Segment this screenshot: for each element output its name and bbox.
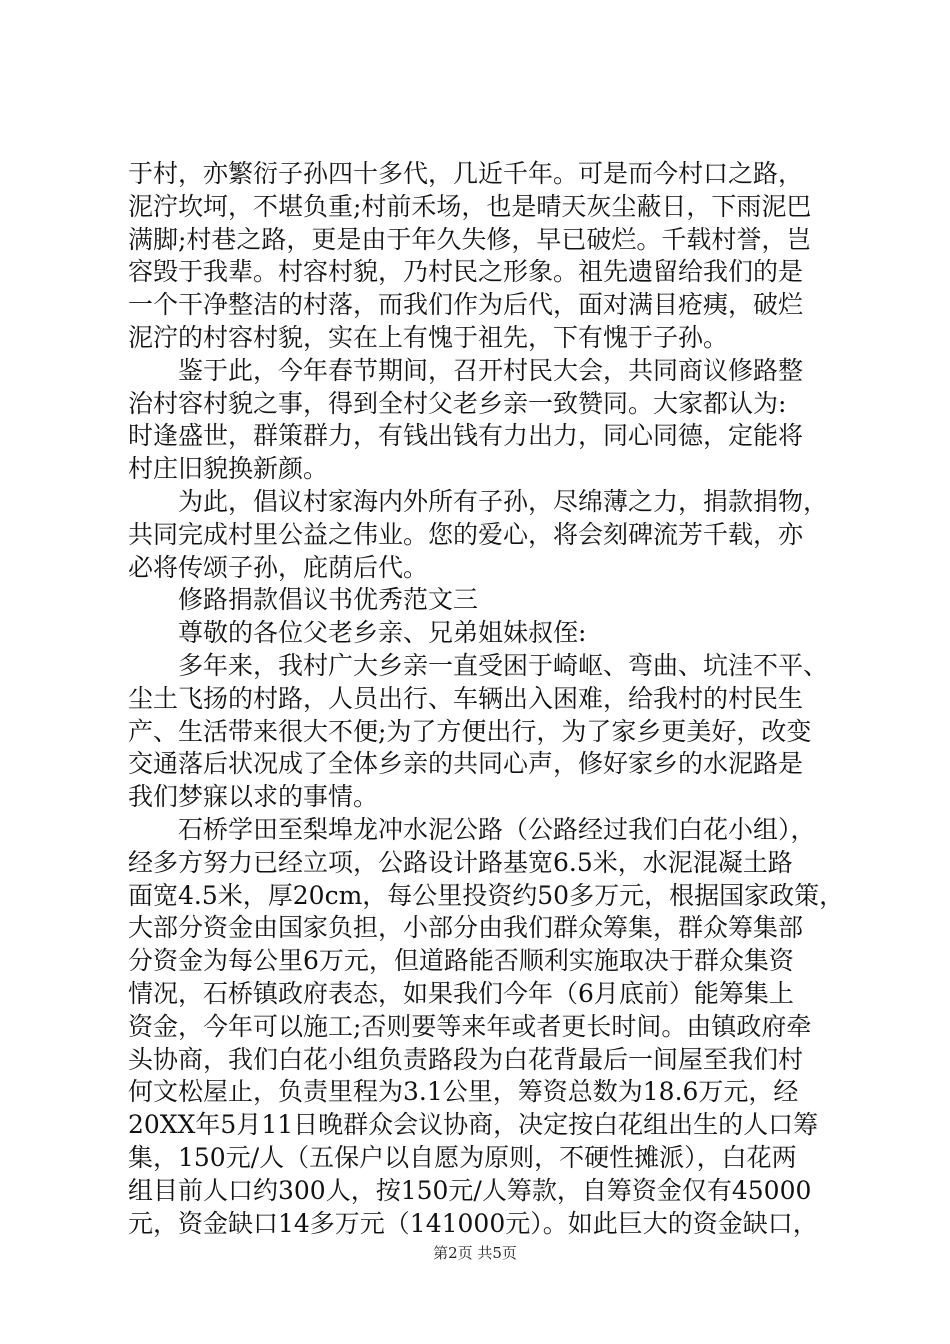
text-line: 容毁于我辈。村容村貌，乃村民之形象。祖先遗留给我们的是 <box>128 257 804 287</box>
text-line: 元，资金缺口14多万元（141000元）。如此巨大的资金缺口， <box>128 1208 818 1238</box>
text-line: 资金，今年可以施工;否则要等来年或者更长时间。由镇政府牵 <box>128 1011 812 1041</box>
text-line: 大部分资金由国家负担，小部分由我们群众筹集，群众筹集部 <box>128 913 804 943</box>
text-line: 尊敬的各位父老乡亲、兄弟姐妹叔侄: <box>128 618 587 648</box>
page-footer: 第2页 共5页 <box>433 1244 517 1262</box>
text-line: 泥泞的村容村貌，实在上有愧于祖先，下有愧于子孙。 <box>128 322 729 352</box>
text-line: 满脚;村巷之路，更是由于年久失修，早已破烂。千载村誉，岂 <box>128 224 812 254</box>
text-line: 为此，倡议村家海内外所有子孙，尽绵薄之力，捐款捐物， <box>128 486 829 516</box>
text-line: 情况，石桥镇政府表态，如果我们今年（6月底前）能筹集上 <box>128 978 794 1008</box>
text-line: 组目前人口约300人，按150元/人筹款，自筹资金仅有45000 <box>128 1175 812 1205</box>
text-line: 于村，亦繁衍子孙四十多代，几近千年。可是而今村口之路， <box>128 159 804 188</box>
text-line: 村庄旧貌换新颜。 <box>128 454 329 484</box>
text-line: 我们梦寐以求的事情。 <box>128 782 379 812</box>
text-line: 产、生活带来很大不便;为了方便出行，为了家乡更美好，改变 <box>128 716 812 746</box>
text-line: 交通落后状况成了全体乡亲的共同心声，修好家乡的水泥路是 <box>128 749 804 779</box>
text-line: 头协商，我们白花小组负责路段为白花背最后一间屋至我们村 <box>128 1044 804 1074</box>
text-line: 集，150元/人（五保户以自愿为原则，不硬性摊派），白花两 <box>128 1142 797 1172</box>
text-line: 多年来，我村广大乡亲一直受困于崎岖、弯曲、坑洼不平、 <box>128 650 829 680</box>
text-line: 何文松屋止，负责里程为3.1公里，筹资总数为18.6万元，经 <box>128 1077 799 1107</box>
text-line: 石桥学田至梨埠龙冲水泥公路（公路经过我们白花小组）， <box>128 814 816 844</box>
text-line: 尘土飞扬的村路，人员出行、车辆出入困难，给我村的村民生 <box>128 683 804 713</box>
text-line: 必将传颂子孙，庇荫后代。 <box>128 552 429 582</box>
text-line: 鉴于此，今年春节期间，召开村民大会，共同商议修路整 <box>128 355 804 385</box>
text-line: 一个干净整洁的村落，而我们作为后代，面对满目疮痍，破烂 <box>128 290 804 320</box>
text-line: 共同完成村里公益之伟业。您的爱心，将会刻碑流芳千载，亦 <box>128 519 804 549</box>
text-line: 分资金为每公里6万元，但道路能否顺利实施取决于群众集资 <box>128 946 794 976</box>
text-line: 面宽4.5米，厚20cm，每公里投资约50多万元，根据国家政策， <box>128 880 845 910</box>
document-body <box>128 158 845 1240</box>
text-line: 治村容村貌之事，得到全村父老乡亲一致赞同。大家都认为: <box>128 388 787 418</box>
text-line: 泥泞坎坷，不堪负重;村前禾场，也是晴天灰尘蔽日，下雨泥巴 <box>128 191 812 221</box>
text-line: 修路捐款倡议书优秀范文三 <box>128 585 479 615</box>
text-line: 时逢盛世，群策群力，有钱出钱有力出力，同心同德，定能将 <box>128 421 804 451</box>
text-line: 20XX年5月11日晚群众会议协商，决定按白花组出生的人口筹 <box>128 1110 819 1140</box>
text-line: 经多方努力已经立项，公路设计路基宽6.5米，水泥混凝土路 <box>128 847 793 877</box>
